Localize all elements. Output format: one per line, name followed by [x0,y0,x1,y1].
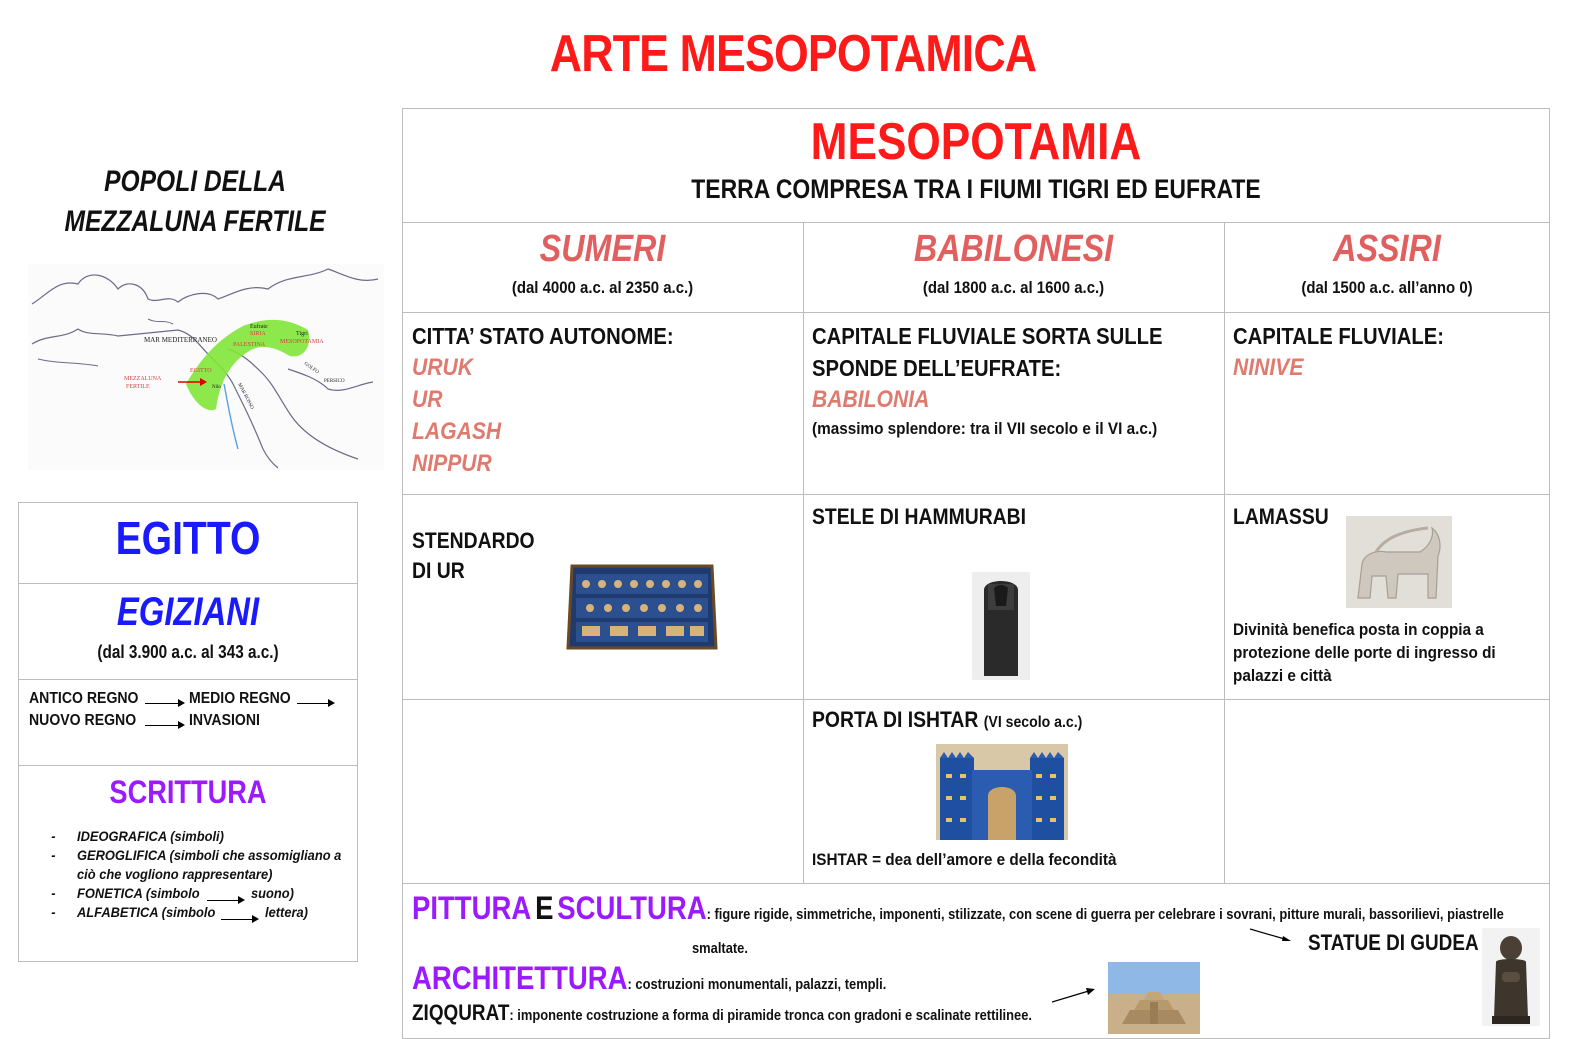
arrow-icon [221,919,257,920]
ziggurat-image [1108,962,1200,1034]
city-lagash: LAGASH [412,418,502,445]
ishtar-note: ISHTAR = dea dell’amore e della fecondità [812,850,1117,869]
egitto-title: EGITTO [115,512,261,564]
list-dash: - [51,847,56,863]
dates-babilonesi: (dal 1800 a.c. al 1600 a.c.) [922,278,1105,297]
map-label-mezzaluna: MEZZALUNA [124,376,162,382]
lamassu-desc-2: protezione delle porte di ingresso di [1233,643,1496,662]
porta-ishtar-date: (VI secolo a.c.) [983,714,1083,731]
regno-antico: ANTICO REGNO [29,690,139,707]
map-label-nilo: Nilo [212,385,221,390]
city-ur: UR [412,386,443,413]
city-nippur: NIPPUR [412,450,492,477]
lamassu-desc-3: palazzi e città [1233,666,1332,685]
scrittura-item-text: GEROGLIFICA (simboli che assomigliano a [77,847,342,863]
scrittura-item [51,847,342,863]
regni-section [19,679,357,765]
divider [1224,222,1225,883]
map-label-mar-rosso: MAR ROSSO [236,382,255,411]
mesopotamia-title: MESOPOTAMIA [810,113,1142,171]
pittura-label: PITTURA [412,890,532,926]
divider [402,699,1550,700]
divider [402,222,1550,223]
statue-gudea-label: STATUE DI GUDEA [1308,930,1479,955]
dates-sumeri: (dal 4000 a.c. al 2350 a.c.) [511,278,694,297]
arrow-icon [145,703,183,704]
city-babilonia: BABILONIA [812,386,930,413]
map-label-palestina: PALESTINA [233,342,266,348]
map-label-fertile: FERTILE [126,384,150,390]
map-label-eufrate: Eufrate [250,324,268,330]
arrow-icon [297,703,333,704]
egiziani-title: EGIZIANI [116,590,260,634]
babilonesi-heading-1: CAPITALE FLUVIALE SORTA SULLE [812,323,1163,349]
fertile-crescent-map [28,264,384,470]
pittura-e: E [535,890,554,926]
egiziani-dates: (dal 3.900 a.c. al 343 a.c.) [97,642,279,662]
divider [803,222,804,883]
scrittura-item [51,904,216,920]
standard-of-ur-image [566,562,718,658]
regno-invasioni: INVASIONI [189,712,260,729]
ziqqurat-text: : imponente costruzione a forma di piramide tronca con gradoni e scalinate rettilinee. [509,1007,1032,1024]
scrittura-item-text: ALFABETICA (simbolo [77,904,216,920]
ziqqurat-label: ZIQQURAT [412,1000,510,1025]
popoli-title [60,162,331,242]
map-label-mesopotamia: MESOPOTAMIA [280,339,324,345]
stendardo-label-1: STENDARDO [412,528,535,553]
ziqqurat-line [412,1000,1032,1026]
list-dash: - [51,904,56,920]
dates-assiri: (dal 1500 a.c. all’anno 0) [1301,278,1473,297]
scrittura-title: SCRITTURA [109,774,267,810]
gudea-statue-image [1482,928,1540,1026]
lamassu-label: LAMASSU [1233,504,1329,529]
egiziani-section [19,583,357,679]
popoli-title-line2: MEZZALUNA FERTILE [64,205,326,238]
stendardo-label-2: DI UR [412,558,465,583]
porta-ishtar-title: PORTA DI ISHTAR [812,707,979,732]
city-ninive: NINIVE [1233,354,1304,381]
pittura-text-2: smaltate. [692,940,748,957]
scrittura-item-text: ciò che vogliono rappresentare) [77,866,273,882]
egypt-panel [18,502,358,962]
map-label-egitto: EGITTO [190,368,212,374]
lamassu-image [1346,516,1452,608]
scrittura-section [19,765,357,963]
lamassu-desc-1: Divinità benefica posta in coppia a [1233,620,1484,639]
scrittura-item-text: FONETICA (simbolo [77,885,200,901]
porta-ishtar-label [812,705,1082,738]
egypt-title-section [19,503,357,583]
divider [402,312,1550,313]
babilonia-note: (massimo splendore: tra il VII secolo e il VI a.c.) [812,419,1158,438]
scrittura-item [51,885,200,901]
map-drawing [28,264,384,470]
scultura-label: SCULTURA [557,890,707,926]
map-label-persico: PERSICO [324,379,345,384]
scrittura-item-after: lettera) [265,904,308,920]
arrow-icon [145,725,183,726]
arrow-icon [1052,986,1096,1004]
map-label-mar: MAR MEDITERRANEO [144,336,217,344]
city-uruk: URUK [412,354,474,381]
people-sumeri: SUMERI [539,228,666,270]
arrow-icon [207,900,243,901]
people-babilonesi: BABILONESI [913,228,1114,270]
mesopotamia-subtitle: TERRA COMPRESA TRA I FIUMI TIGRI ED EUFRATE [691,174,1261,204]
scrittura-item-text: IDEOGRAFICA (simboli) [77,828,224,844]
list-dash: - [51,828,56,844]
arrow-icon [1250,928,1292,942]
regno-medio: MEDIO REGNO [189,690,291,707]
hammurabi-stele-image [972,572,1030,680]
scrittura-item [77,866,272,882]
regno-nuovo: NUOVO REGNO [29,712,137,729]
list-dash: - [51,885,56,901]
babilonesi-heading-2: SPONDE DELL’EUFRATE: [812,355,1062,381]
scrittura-item-after: suono) [251,885,294,901]
map-label-golfo: GOLFO [302,361,320,376]
map-label-siria: SIRIA [250,331,266,337]
people-assiri: ASSIRI [1333,228,1441,270]
page-title: ARTE MESOPOTAMICA [549,25,1037,83]
divider [402,494,1550,495]
architettura-label: ARCHITETTURA [412,960,628,996]
architettura-text: : costruzioni monumentali, palazzi, templi. [627,976,887,993]
popoli-title-line1: POPOLI DELLA [104,165,286,198]
pittura-line [412,890,1504,927]
ishtar-gate-image [936,744,1068,840]
map-label-tigri: Tigri [296,331,308,337]
stele-label: STELE DI HAMMURABI [812,504,1027,529]
divider [402,883,1550,884]
assiri-heading: CAPITALE FLUVIALE: [1233,323,1445,349]
architettura-line [412,960,886,997]
scrittura-item [51,828,224,844]
pittura-text: : figure rigide, simmetriche, imponenti, stilizzate, con scene di guerra per celebrare i sovrani, pitture murali, bassorilievi, piastrelle [706,906,1504,923]
sumeri-cities-heading: CITTA’ STATO AUTONOME: [412,323,674,349]
